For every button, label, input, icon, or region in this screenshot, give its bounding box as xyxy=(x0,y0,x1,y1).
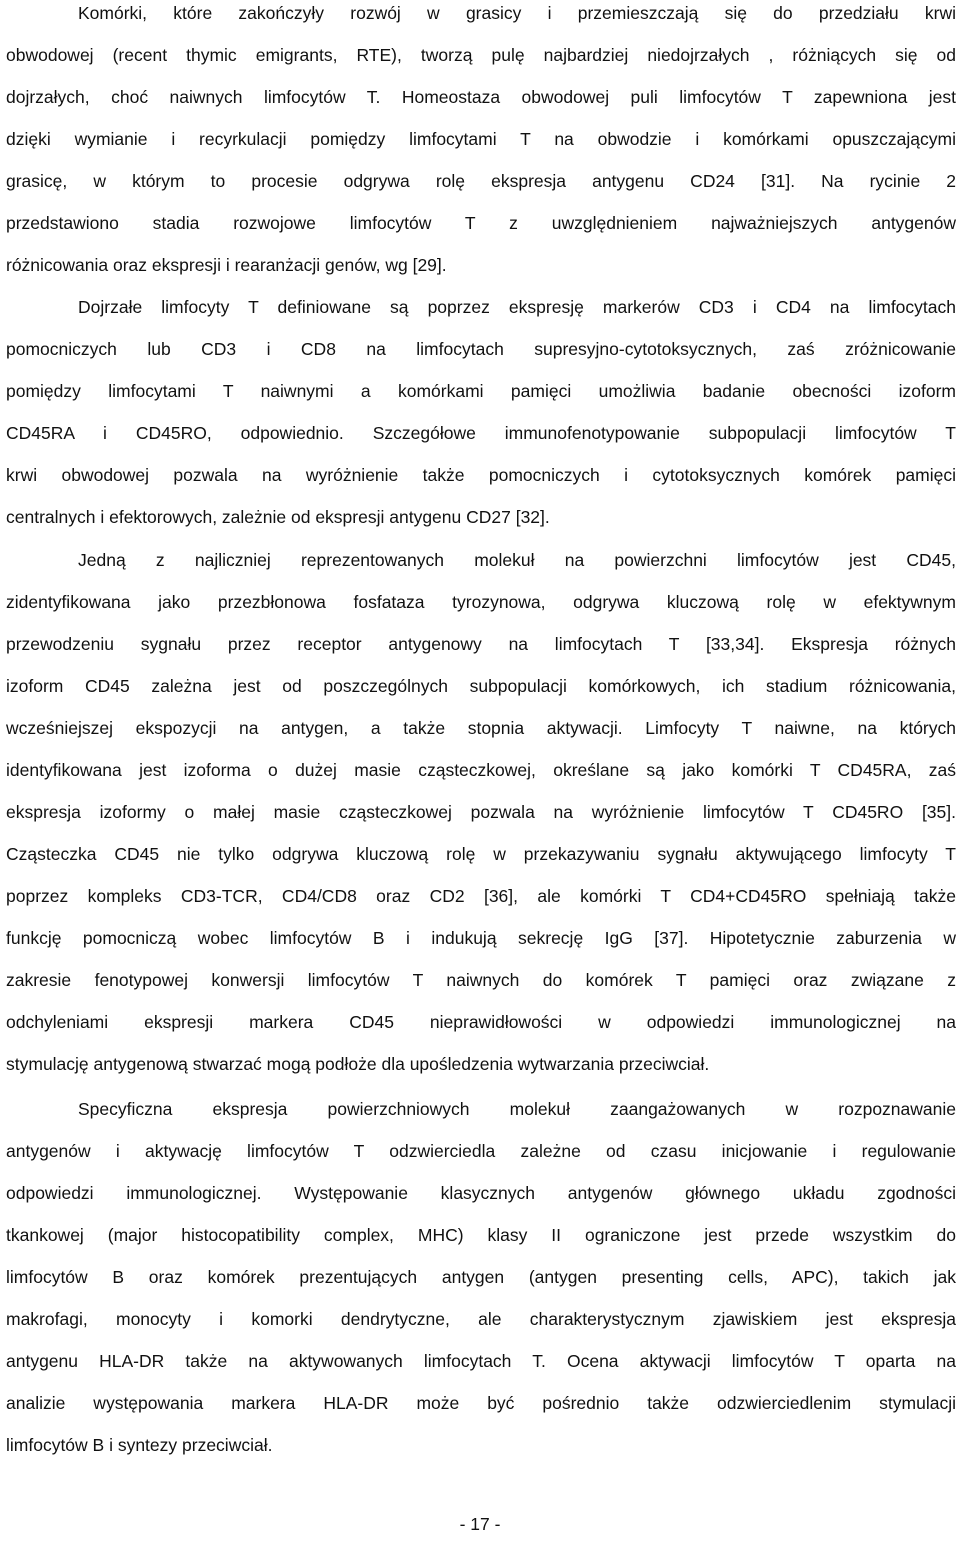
text-line: zidentyfikowana jako przezbłonowa fosfataza tyrozynowa, odgrywa kluczową rolę w efektywnym xyxy=(6,592,956,612)
text-line: ekspresja izoformy o małej masie cząsteczkowej pozwala na wyróżnienie limfocytów T CD45RO [35]. xyxy=(6,802,956,822)
text-line: Specyficzna ekspresja powierzchniowych molekuł zaangażowanych w rozpoznawanie xyxy=(78,1099,956,1119)
text-line: obwodowej (recent thymic emigrants, RTE), tworzą pulę najbardziej niedojrzałych , różniących się od xyxy=(6,45,956,65)
text-line: Cząsteczka CD45 nie tylko odgrywa kluczową rolę w przekazywaniu sygnału aktywującego limfocyty T xyxy=(6,844,956,864)
text-line: przedstawiono stadia rozwojowe limfocytów T z uwzględnieniem najważniejszych antygenów xyxy=(6,213,956,233)
text-line: dzięki wymianie i recyrkulacji pomiędzy limfocytami T na obwodzie i komórkami opuszczającymi xyxy=(6,129,956,149)
text-line: limfocytów B i syntezy przeciwciał. xyxy=(6,1435,273,1455)
text-line: tkankowej (major histocopatibility complex, MHC) klasy II ograniczone jest przede wszystkim do xyxy=(6,1225,956,1245)
text-line: odpowiedzi immunologicznej. Występowanie klasycznych antygenów głównego układu zgodności xyxy=(6,1183,956,1203)
text-line: izoform CD45 zależna jest od poszczególnych subpopulacji komórkowych, ich stadium różnicowania, xyxy=(6,676,956,696)
text-line: centralnych i efektorowych, zależnie od ekspresji antygenu CD27 [32]. xyxy=(6,507,550,527)
text-line: różnicowania oraz ekspresji i rearanżacji genów, wg [29]. xyxy=(6,255,447,275)
text-line: limfocytów B oraz komórek prezentujących antygen (antygen presenting cells, APC), takich jak xyxy=(6,1267,956,1287)
text-line: Jedną z najliczniej reprezentowanych molekuł na powierzchni limfocytów jest CD45, xyxy=(78,550,956,570)
text-line: pomiędzy limfocytami T naiwnymi a komórkami pamięci umożliwia badanie obecności izoform xyxy=(6,381,956,401)
text-line: przewodzeniu sygnału przez receptor antygenowy na limfocytach T [33,34]. Ekspresja różnych xyxy=(6,634,956,654)
text-line: antygenu HLA-DR także na aktywowanych limfocytach T. Ocena aktywacji limfocytów T oparta na xyxy=(6,1351,956,1371)
text-line: identyfikowana jest izoforma o dużej masie cząsteczkowej, określane są jako komórki T CD45RA, zaś xyxy=(6,760,956,780)
text-line: makrofagi, monocyty i komorki dendrytyczne, ale charakterystycznym zjawiskiem jest ekspresja xyxy=(6,1309,956,1329)
page-number: - 17 - xyxy=(459,1514,501,1534)
text-line: wcześniejszej ekspozycji na antygen, a także stopnia aktywacji. Limfocyty T naiwne, na których xyxy=(6,718,956,738)
text-line: grasicę, w którym to procesie odgrywa rolę ekspresja antygenu CD24 [31]. Na rycinie 2 xyxy=(6,171,956,191)
text-line: odchyleniami ekspresji markera CD45 nieprawidłowości w odpowiedzi immunologicznej na xyxy=(6,1012,956,1032)
text-line: poprzez kompleks CD3-TCR, CD4/CD8 oraz CD2 [36], ale komórki T CD4+CD45RO spełniają także xyxy=(6,886,956,906)
text-line: Dojrzałe limfocyty T definiowane są poprzez ekspresję markerów CD3 i CD4 na limfocytach xyxy=(78,297,956,317)
text-line: zakresie fenotypowej konwersji limfocytów T naiwnych do komórek T pamięci oraz związane z xyxy=(6,970,956,990)
text-line: Komórki, które zakończyły rozwój w grasicy i przemieszczają się do przedziału krwi xyxy=(78,3,956,23)
text-line: dojrzałych, choć naiwnych limfocytów T. Homeostaza obwodowej puli limfocytów T zapewniona jest xyxy=(6,87,956,107)
text-line: krwi obwodowej pozwala na wyróżnienie także pomocniczych i cytotoksycznych komórek pamięci xyxy=(6,465,956,485)
text-line: CD45RA i CD45RO, odpowiednio. Szczegółowe immunofenotypowanie subpopulacji limfocytów T xyxy=(6,423,956,443)
text-line: analizie występowania markera HLA-DR może być pośrednio także odzwierciedlenim stymulacji xyxy=(6,1393,956,1413)
text-line: stymulację antygenową stwarzać mogą podłoże dla upośledzenia wytwarzania przeciwciał. xyxy=(6,1054,710,1074)
text-line: antygenów i aktywację limfocytów T odzwierciedla zależne od czasu inicjowanie i regulowanie xyxy=(6,1141,956,1161)
text-line: pomocniczych lub CD3 i CD8 na limfocytach supresyjno-cytotoksycznych, zaś zróżnicowanie xyxy=(6,339,956,359)
text-line: funkcję pomocniczą wobec limfocytów B i indukują sekrecję IgG [37]. Hipotetycznie zaburzenia w xyxy=(6,928,956,948)
